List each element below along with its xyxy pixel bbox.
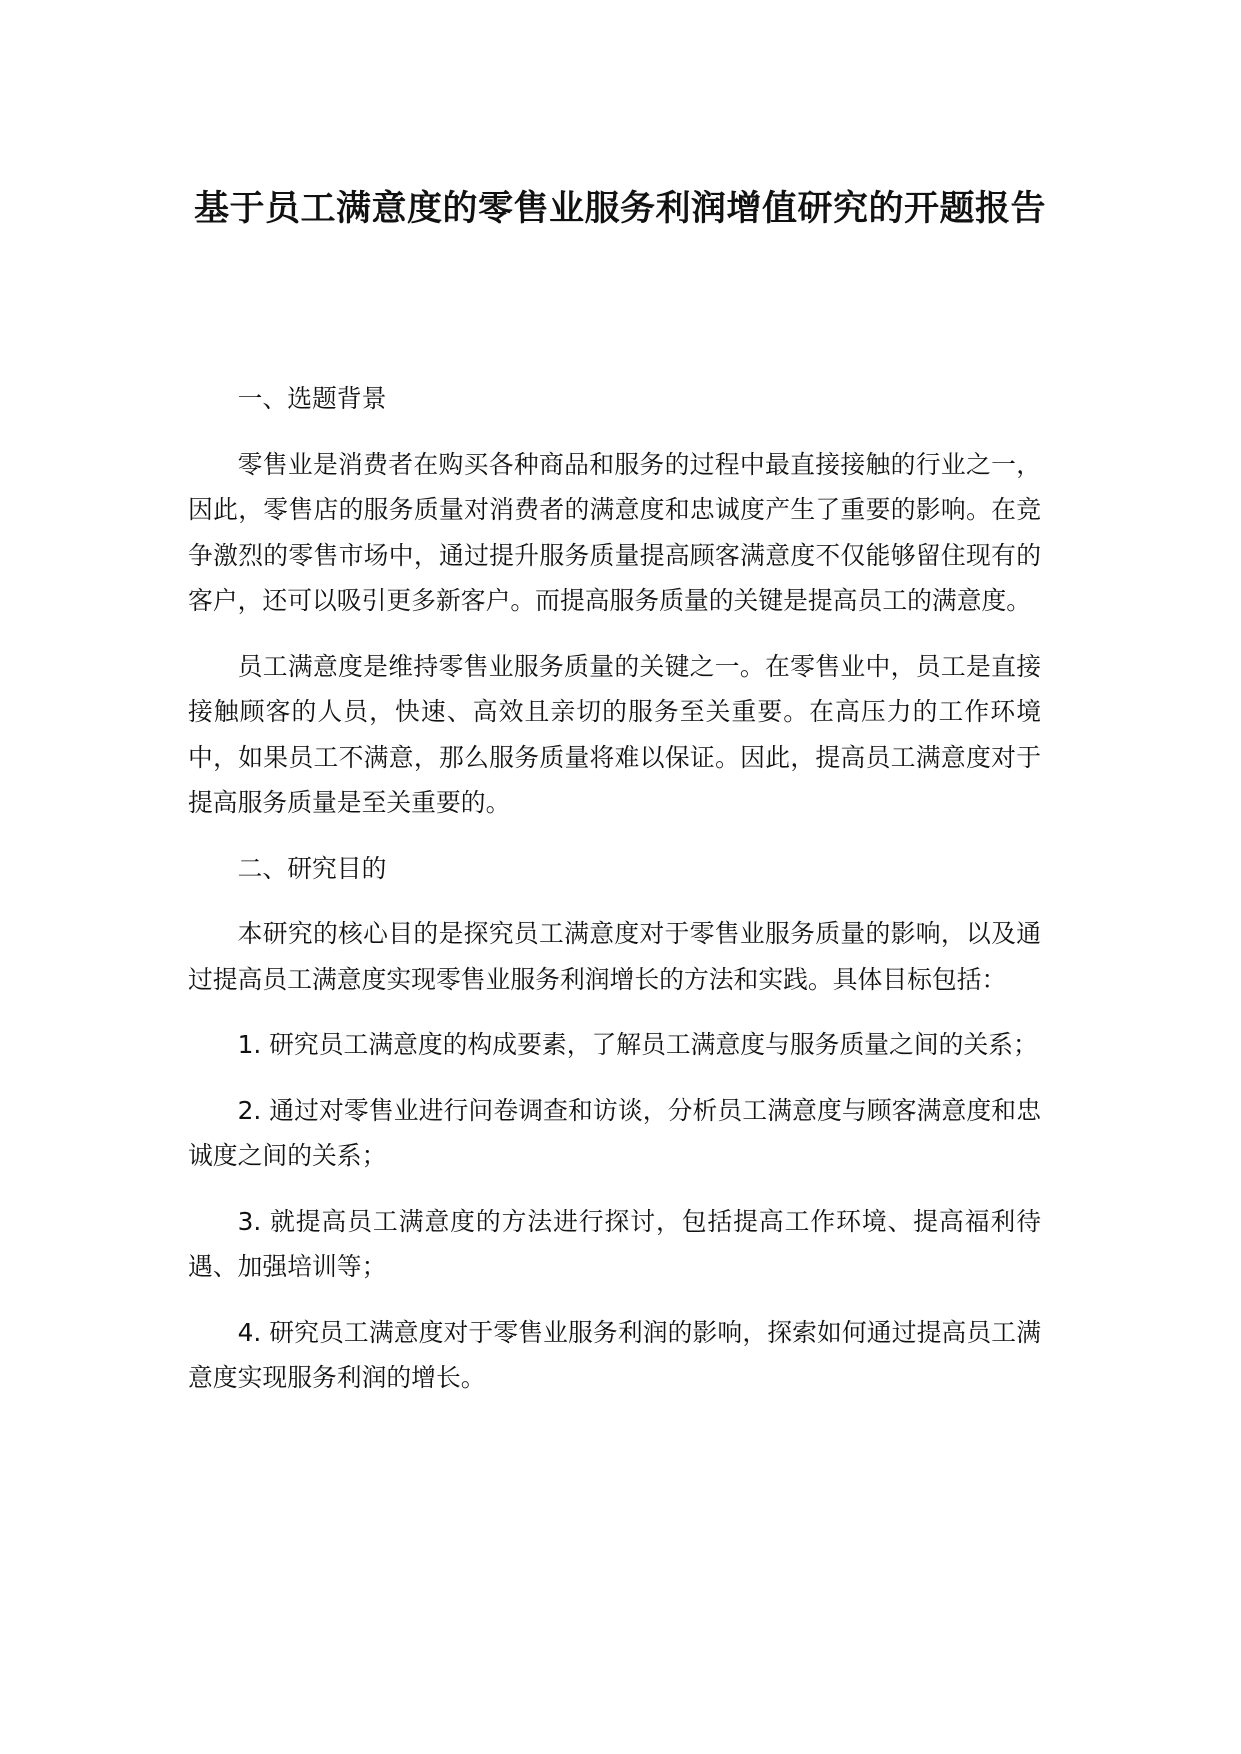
list-item: 2. 通过对零售业进行问卷调查和访谈，分析员工满意度与顾客满意度和忠诚度之间的关系； [188, 1095, 1041, 1170]
document-body [188, 376, 1041, 1401]
list-item: 1. 研究员工满意度的构成要素，了解员工满意度与服务质量之间的关系； [237, 1030, 1038, 1059]
section-heading-objectives: 二、研究目的 [237, 853, 387, 883]
paragraph: 零售业是消费者在购买各种商品和服务的过程中最直接接触的行业之一，因此，零售店的服务质量对消费者的满意度和忠诚度产生了重要的影响。在竞争激烈的零售市场中，通过提升服务质量提高顾客满意度不仅能够留住现有的客户，还可以吸引更多新客户。而提高服务质量的关键是提高员工的满意度。 [188, 449, 1041, 615]
section-heading-background: 一、选题背景 [237, 384, 387, 413]
paragraph: 本研究的核心目的是探究员工满意度对于零售业服务质量的影响，以及通过提高员工满意度实现零售业服务利润增长的方法和实践。具体目标包括： [188, 919, 1041, 994]
list-item: 3. 就提高员工满意度的方法进行探讨，包括提高工作环境、提高福利待遇、加强培训等； [188, 1206, 1041, 1281]
list-item: 4. 研究员工满意度对于零售业服务利润的影响，探索如何通过提高员工满意度实现服务利润的增长。 [188, 1317, 1041, 1392]
document-title: 基于员工满意度的零售业服务利润增值研究的开题报告 [193, 189, 1046, 229]
paragraph: 员工满意度是维持零售业服务质量的关键之一。在零售业中，员工是直接接触顾客的人员，快速、高效且亲切的服务至关重要。在高压力的工作环境中，如果员工不满意，那么服务质量将难以保证。因此，提高员工满意度对于提高服务质量是至关重要的。 [188, 651, 1041, 817]
